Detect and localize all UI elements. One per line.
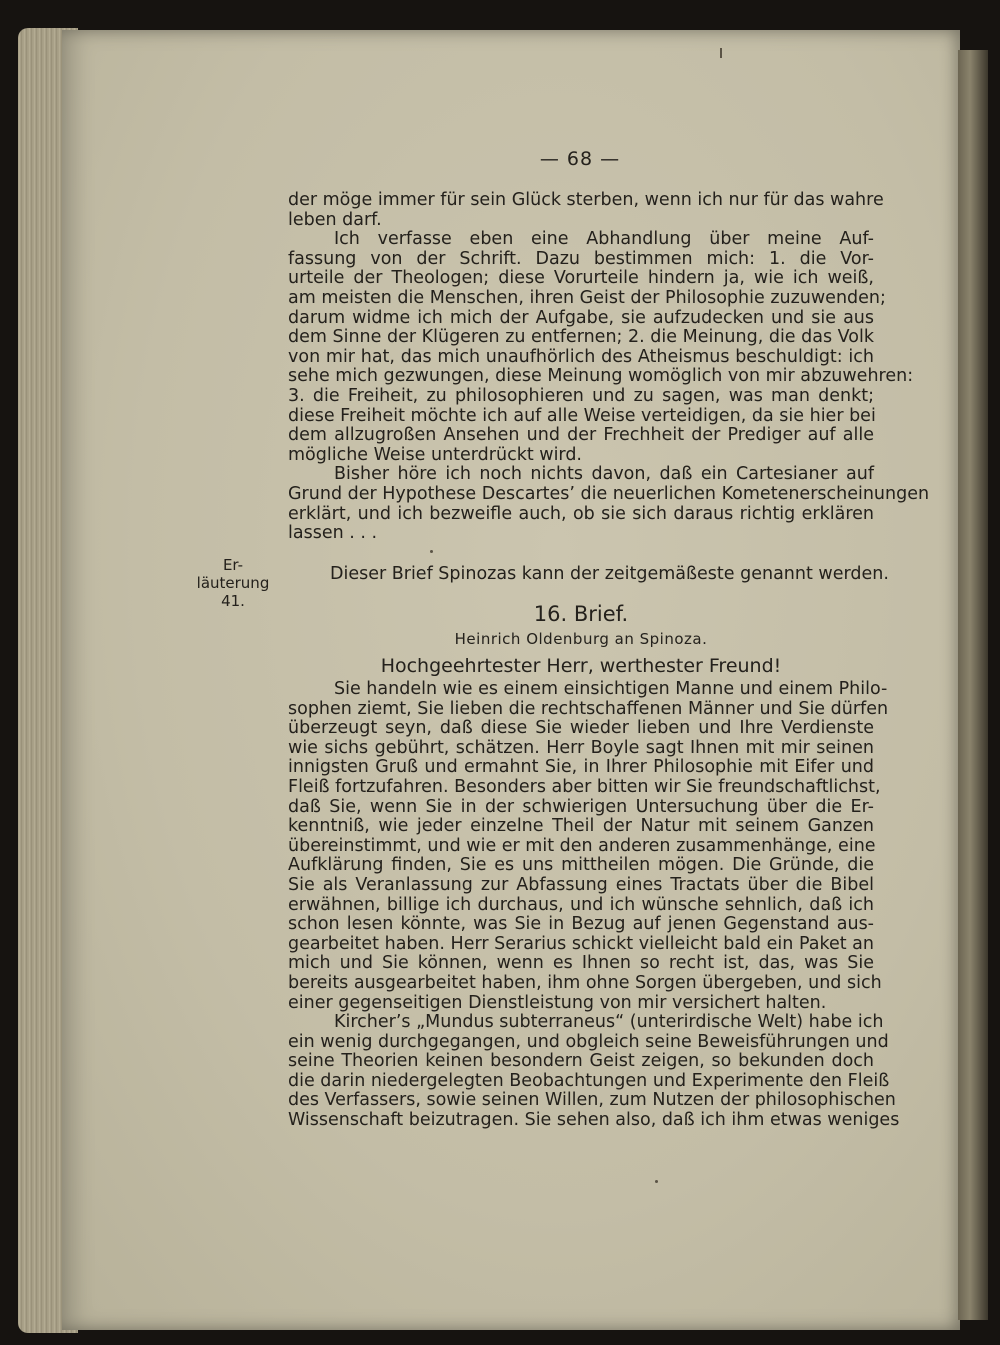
text-line: dem allzugroßen Ansehen und der Frechheit der Prediger auf alle: [288, 425, 874, 446]
text-line: Wissenschaft beizutragen. Sie sehen also, daß ich ihm etwas weniges: [288, 1110, 900, 1131]
text-line: fassung von der Schrift. Dazu bestimmen mich: 1. die Vor-: [288, 248, 874, 269]
text-line: dem Sinne der Klügeren zu entfernen; 2. die Meinung, die das Volk: [288, 327, 874, 348]
text-line: sehe mich gezwungen, diese Meinung womöglich von mir abzuwehren:: [288, 366, 914, 387]
text-line: von mir hat, das mich unaufhörlich des Atheismus beschuldigt: ich: [288, 346, 874, 367]
text-line: 3. die Freiheit, zu philosophieren und zu sagen, was man denkt;: [288, 385, 874, 406]
letter-title: 16. Brief.: [533, 602, 629, 626]
text-line: gearbeitet haben. Herr Serarius schickt vielleicht bald ein Paket an: [288, 933, 874, 954]
text-line: Dieser Brief Spinozas kann der zeitgemäßeste genannt werden.: [330, 564, 889, 584]
text-line: bereits ausgearbeitet haben, ihm ohne Sorgen übergeben, und sich: [288, 972, 882, 993]
text-line: seine Theorien keinen besondern Geist zeigen, so bekunden doch: [288, 1051, 874, 1072]
salutation: Hochgeehrtester Herr, werthester Freund!: [380, 655, 782, 677]
text-line: Bisher höre ich noch nichts davon, daß ein Cartesianer auf: [334, 464, 874, 485]
text-line: diese Freiheit möchte ich auf alle Weise verteidigen, da sie hier bei: [288, 405, 876, 426]
text-line: wie sichs gebührt, schätzen. Herr Boyle sagt Ihnen mit mir seinen: [288, 737, 874, 758]
explanation-note: [288, 564, 889, 585]
text-line: einer gegenseitigen Dienstleistung von mir versichert halten.: [288, 992, 827, 1013]
facing-page-edge: [958, 50, 988, 1320]
text-line: schon lesen könnte, was Sie in Bezug auf jenen Gegenstand aus-: [288, 914, 874, 935]
margin-note-line: Er-: [222, 556, 244, 574]
margin-note-line: läuterung: [196, 574, 270, 592]
text-line: erwähnen, billige ich durchaus, und ich wünsche sehnlich, daß ich: [288, 894, 874, 915]
margin-note-line: 41.: [221, 592, 245, 610]
text-line: Aufklärung finden, Sie es uns mittheilen mögen. Die Gründe, die: [288, 855, 874, 876]
text-line: ein wenig durchgegangen, und obgleich seine Beweisführungen und: [288, 1031, 889, 1052]
page-number: — 68 —: [539, 148, 621, 170]
paper-speck: [720, 48, 722, 58]
paper-speck: [655, 1180, 658, 1183]
text-line: leben darf.: [288, 209, 382, 230]
text-line: übereinstimmt, und wie er mit den anderen zusammenhänge, eine: [288, 835, 876, 856]
text-line: überzeugt seyn, daß diese Sie wieder lieben und Ihre Verdienste: [288, 718, 874, 739]
text-line: mich und Sie können, wenn es Ihnen so recht ist, das, was Sie: [288, 953, 874, 974]
text-line: Sie handeln wie es einem einsichtigen Manne und einem Philo-: [334, 679, 888, 699]
margin-note: [188, 556, 278, 610]
text-line: der möge immer für sein Glück sterben, wenn ich nur für das wahre: [288, 190, 884, 210]
upper-text-block: [288, 190, 930, 544]
paper-speck: [430, 550, 433, 553]
text-line: Grund der Hypothese Descartes’ die neuerlichen Kometenerscheinungen: [288, 483, 930, 504]
text-line: die darin niedergelegten Beobachtungen und Experimente den Fleiß: [288, 1070, 890, 1091]
text-line: mögliche Weise unterdrückt wird.: [288, 444, 582, 465]
text-line: Fleiß fortzufahren. Besonders aber bitten wir Sie freundschaftlichst,: [288, 776, 881, 797]
text-line: daß Sie, wenn Sie in der schwierigen Untersuchung über die Er-: [288, 796, 874, 817]
text-line: des Verfassers, sowie seinen Willen, zum Nutzen der philosophischen: [288, 1090, 896, 1111]
text-line: Sie als Veranlassung zur Abfassung eines Tractats über die Bibel: [288, 874, 874, 895]
text-line: sophen ziemt, Sie lieben die rechtschaffenen Männer und Sie dürfen: [288, 698, 889, 719]
letter-body: [288, 679, 900, 1131]
text-line: darum widme ich mich der Aufgabe, sie aufzudecken und sie aus: [288, 307, 874, 328]
text-line: kenntniß, wie jeder einzelne Theil der Natur mit seinem Ganzen: [288, 816, 874, 837]
text-line: Ich verfasse eben eine Abhandlung über meine Auf-: [334, 229, 874, 250]
text-line: urteile der Theologen; diese Vorurteile hindern ja, wie ich weiß,: [288, 268, 874, 289]
text-line: Kircher’s „Mundus subterraneus“ (unterirdische Welt) habe ich: [334, 1012, 884, 1033]
text-line: lassen . . .: [288, 523, 378, 544]
text-line: erklärt, und ich bezweifle auch, ob sie sich daraus richtig erklären: [288, 503, 874, 524]
text-line: am meisten die Menschen, ihren Geist der Philosophie zuzuwenden;: [288, 287, 886, 308]
text-line: innigsten Gruß und ermahnt Sie, in Ihrer Philosophie mit Eifer und: [288, 757, 874, 778]
letter-subtitle: Heinrich Oldenburg an Spinoza.: [454, 630, 708, 648]
